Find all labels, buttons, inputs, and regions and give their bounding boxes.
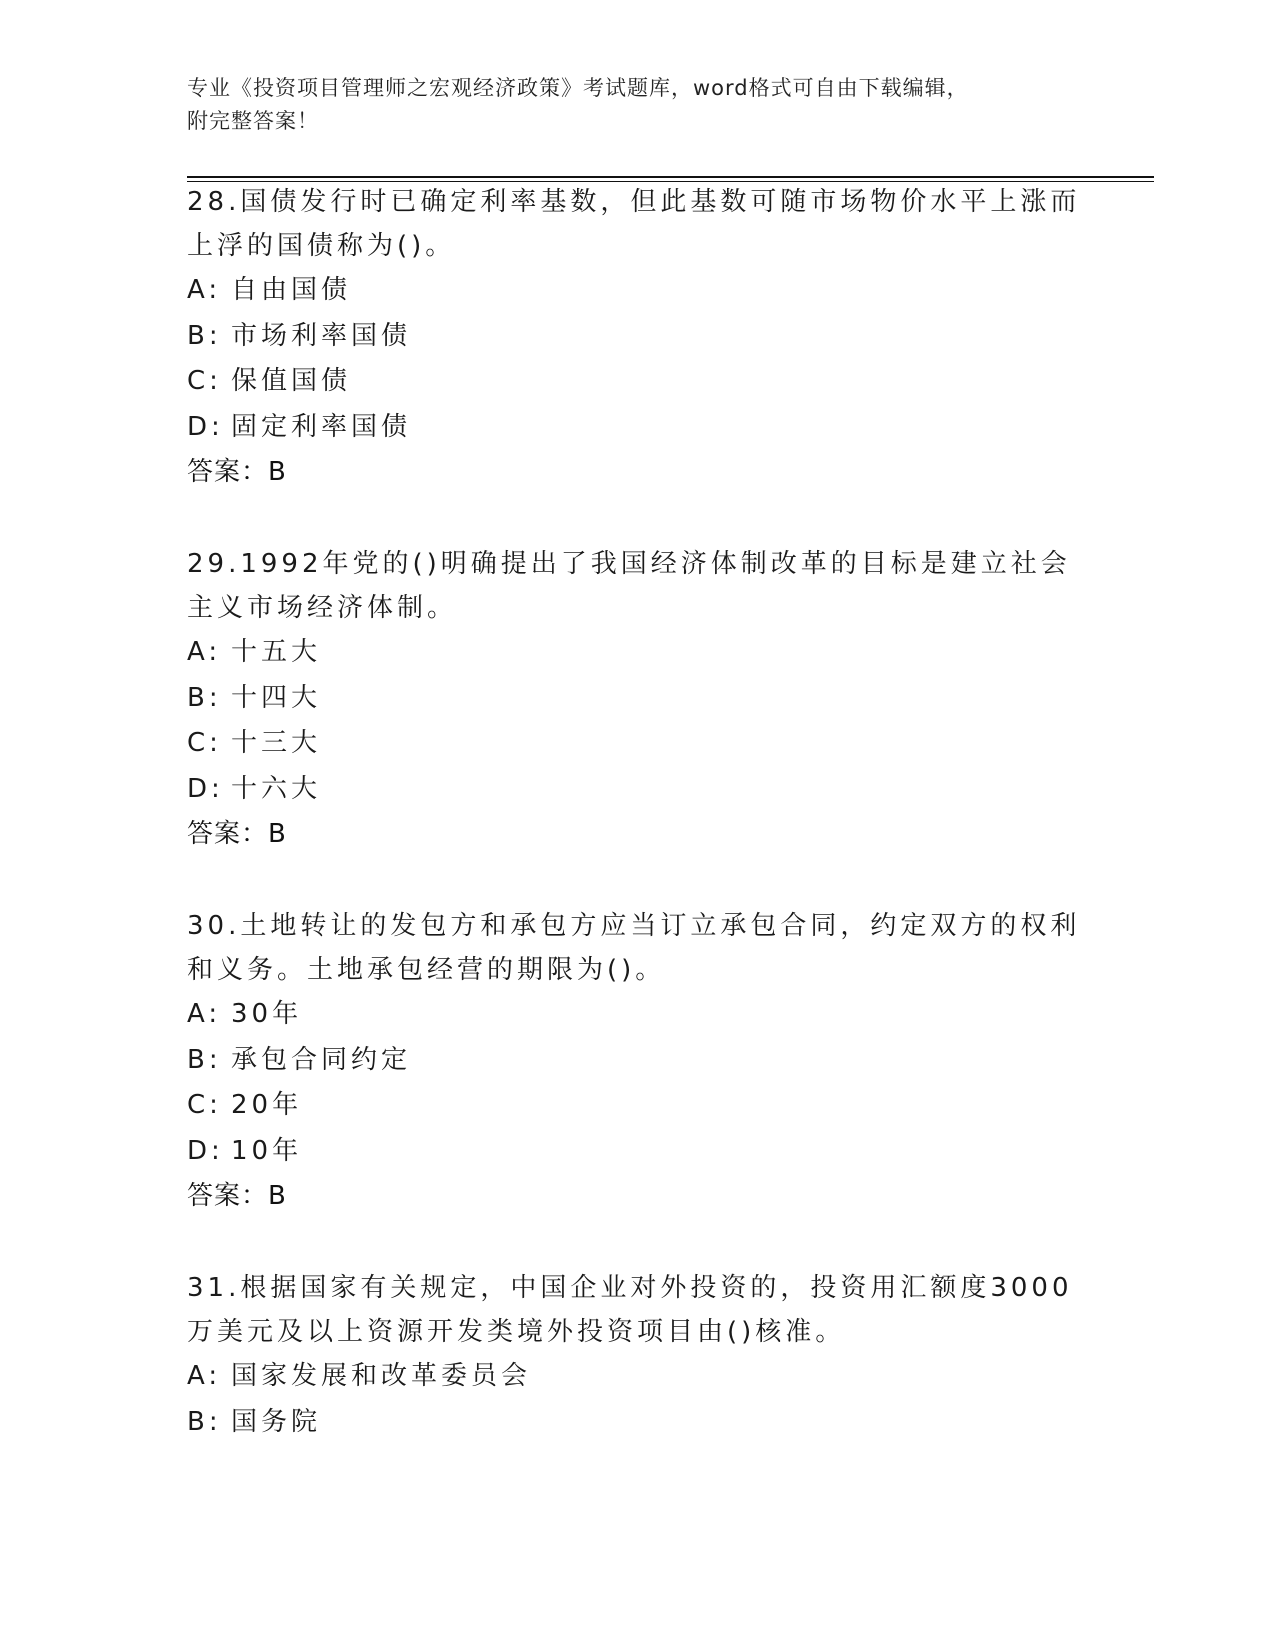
option-text: 30年 (231, 999, 303, 1029)
option-a (187, 630, 1087, 676)
question-stem: 28.国债发行时已确定利率基数，但此基数可随市场物价水平上涨而上浮的国债称为()。 (187, 187, 1081, 261)
question-stem: 30.土地转让的发包方和承包方应当订立承包合同，约定双方的权利和义务。土地承包经营的期限为()。 (187, 911, 1081, 985)
option-a (187, 268, 1087, 314)
option-key: D: (187, 773, 224, 804)
option-text: 国家发展和改革委员会 (231, 1361, 532, 1391)
option-text: 承包合同约定 (231, 1044, 412, 1075)
option-key: A: (187, 1361, 222, 1391)
option-b (187, 676, 1087, 722)
option-text: 十三大 (231, 728, 322, 758)
option-b (187, 314, 1087, 360)
option-key: D: (187, 411, 224, 442)
question-30 (187, 904, 1087, 1220)
option-d (187, 405, 1087, 451)
header-divider-thick (187, 176, 1154, 178)
option-a (187, 992, 1087, 1038)
option-d (187, 767, 1087, 813)
question-stem: 31.根据国家有关规定，中国企业对外投资的，投资用汇额度3000万美元及以上资源开发类境外投资项目由()核准。 (187, 1273, 1073, 1347)
option-key: B: (187, 320, 222, 351)
option-text: 固定利率国债 (231, 411, 412, 442)
question-stem: 29.1992年党的()明确提出了我国经济体制改革的目标是建立社会主义市场经济体制。 (187, 549, 1071, 623)
option-key: C: (187, 366, 222, 396)
option-key: A: (187, 275, 222, 305)
option-text: 20年 (231, 1090, 303, 1120)
option-text: 10年 (231, 1135, 303, 1166)
option-text: 十五大 (231, 637, 322, 667)
option-text: 十六大 (231, 773, 322, 804)
document-header (187, 72, 1087, 138)
option-d (187, 1129, 1087, 1175)
option-text: 市场利率国债 (231, 320, 412, 351)
option-key: B: (187, 1044, 222, 1075)
option-text: 十四大 (231, 682, 322, 713)
option-b (187, 1038, 1087, 1084)
option-text: 自由国债 (231, 275, 352, 305)
question-28 (187, 180, 1087, 496)
option-b (187, 1400, 1087, 1446)
question-31 (187, 1266, 1087, 1445)
option-text: 保值国债 (231, 366, 352, 396)
option-c (187, 1083, 1087, 1129)
option-key: C: (187, 1090, 222, 1120)
answer-line: 答案：B (187, 457, 287, 487)
answer-line: 答案：B (187, 819, 287, 849)
option-key: D: (187, 1135, 224, 1166)
header-line-2: 附完整答案！ (187, 109, 319, 133)
question-29 (187, 542, 1087, 858)
header-line-1: 专业《投资项目管理师之宏观经济政策》考试题库，word格式可自由下载编辑， (187, 76, 969, 100)
answer-line: 答案：B (187, 1181, 287, 1211)
option-c (187, 359, 1087, 405)
option-c (187, 721, 1087, 767)
option-key: B: (187, 1406, 222, 1437)
option-key: C: (187, 728, 222, 758)
option-key: B: (187, 682, 222, 713)
option-text: 国务院 (231, 1406, 322, 1437)
option-a (187, 1354, 1087, 1400)
option-key: A: (187, 999, 222, 1029)
option-key: A: (187, 637, 222, 667)
